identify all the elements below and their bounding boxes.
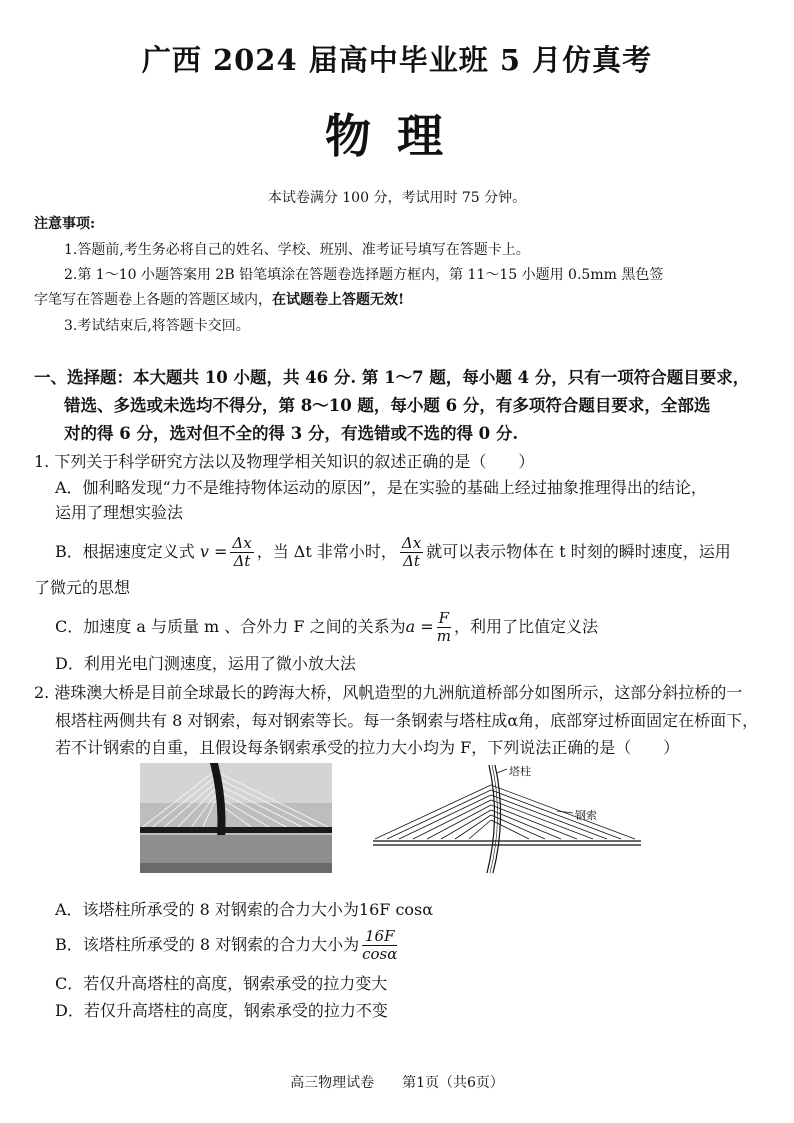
acceleration-fraction: $\frac{F}{m}$ xyxy=(436,609,451,645)
q1-option-a-cont: 运用了理想实验法 xyxy=(55,503,184,522)
exam-info: 本试卷满分 100 分，考试用时 75 分钟。 xyxy=(267,190,527,206)
exam-title: 广西 2024 届高中毕业班 5 月仿真考 xyxy=(141,43,653,77)
bridge-diagram xyxy=(373,763,643,875)
q1-option-d: D．利用光电门测速度，运用了微小放大法 xyxy=(55,654,356,673)
section1-line2: 错选、多选或未选均不得分，第 8～10 题，每小题 6 分，有多项符合题目要求，全部选 xyxy=(64,396,711,415)
notice-item-3: 3.考试结束后,将答题卡交回。 xyxy=(64,318,250,334)
q2-option-d: D．若仅升高塔柱的高度，钢索承受的拉力不变 xyxy=(55,1001,388,1020)
notice-item-2b: 字笔写在答题卷上各题的答题区域内，在试题卷上答题无效! xyxy=(34,292,405,308)
section1-line1: 一、选择题：本大题共 10 小题，共 46 分. 第 1～7 题，每小题 4 分，只有一项符合题目要求， xyxy=(34,368,750,387)
q2-stem-1: 2. 港珠澳大桥是目前全球最长的跨海大桥，风帆造型的九洲航道桥部分如图所示，这部分斜拉桥的一 xyxy=(34,683,743,702)
q1-option-b: B．根据速度定义式 v = $\frac{\Delta x}{\Delta t}$ ，当 Δt 非常小时， $\frac{\Delta x}{\Delta t}$ 就可以表示物体在 t 时刻的瞬时速度，运用 xyxy=(55,534,731,570)
velocity-fraction: $\frac{\Delta x}{\Delta t}$ xyxy=(232,534,252,570)
notice-item-2a: 2.第 1～10 小题答案用 2B 铅笔填涂在答题卷选择题方框内，第 11～15 小题用 0.5mm 黑色签 xyxy=(64,267,664,283)
q1-stem: 1. 下列关于科学研究方法以及物理学相关知识的叙述正确的是（ ） xyxy=(34,452,535,471)
q2-option-c: C．若仅升高塔柱的高度，钢索承受的拉力变大 xyxy=(55,974,388,993)
notice-item-1: 1.答题前,考生务必将自己的姓名、学校、班别、准考证号填写在答题卡上。 xyxy=(64,242,530,258)
page-footer: 高三物理试卷 第1页（共6页） xyxy=(290,1075,504,1091)
subject-title: 物理 xyxy=(325,109,469,163)
cable-label: 钢索 xyxy=(575,810,597,822)
q2-option-b: B．该塔柱所承受的 8 对钢索的合力大小为 $\frac{16F}{\cos\alpha}$ xyxy=(55,927,398,963)
q1-option-c: C．加速度 a 与质量 m 、合外力 F 之间的关系为a = $\frac{F}{m}$ ，利用了比值定义法 xyxy=(55,609,599,645)
delta-fraction: $\frac{\Delta x}{\Delta t}$ xyxy=(401,534,422,570)
bridge-photo xyxy=(140,763,332,873)
force-fraction: $\frac{16F}{\cos\alpha}$ xyxy=(362,927,398,963)
q2-option-a: A．该塔柱所承受的 8 对钢索的合力大小为16F cosα xyxy=(55,900,434,919)
tower-label: 塔柱 xyxy=(509,766,531,778)
q2-stem-3: 若不计钢索的自重，且假设每条钢索承受的拉力大小均为 F，下列说法正确的是（ ） xyxy=(55,738,680,757)
q1-option-b-cont: 了微元的思想 xyxy=(34,578,131,597)
section1-line3: 对的得 6 分，选对但不全的得 3 分，有选错或不选的得 0 分. xyxy=(64,424,519,443)
notice-warning: 在试题卷上答题无效! xyxy=(272,292,405,308)
q2-stem-2: 根塔柱两侧共有 8 对钢索，每对钢索等长。每一条钢索与塔柱成α角，底部穿过桥面固定在桥面下， xyxy=(55,711,759,730)
notice-heading: 注意事项: xyxy=(34,216,96,232)
q1-option-a: A．伽利略发现“力不是维持物体运动的原因”，是在实验的基础上经过抽象推理得出的结论， xyxy=(55,478,707,497)
